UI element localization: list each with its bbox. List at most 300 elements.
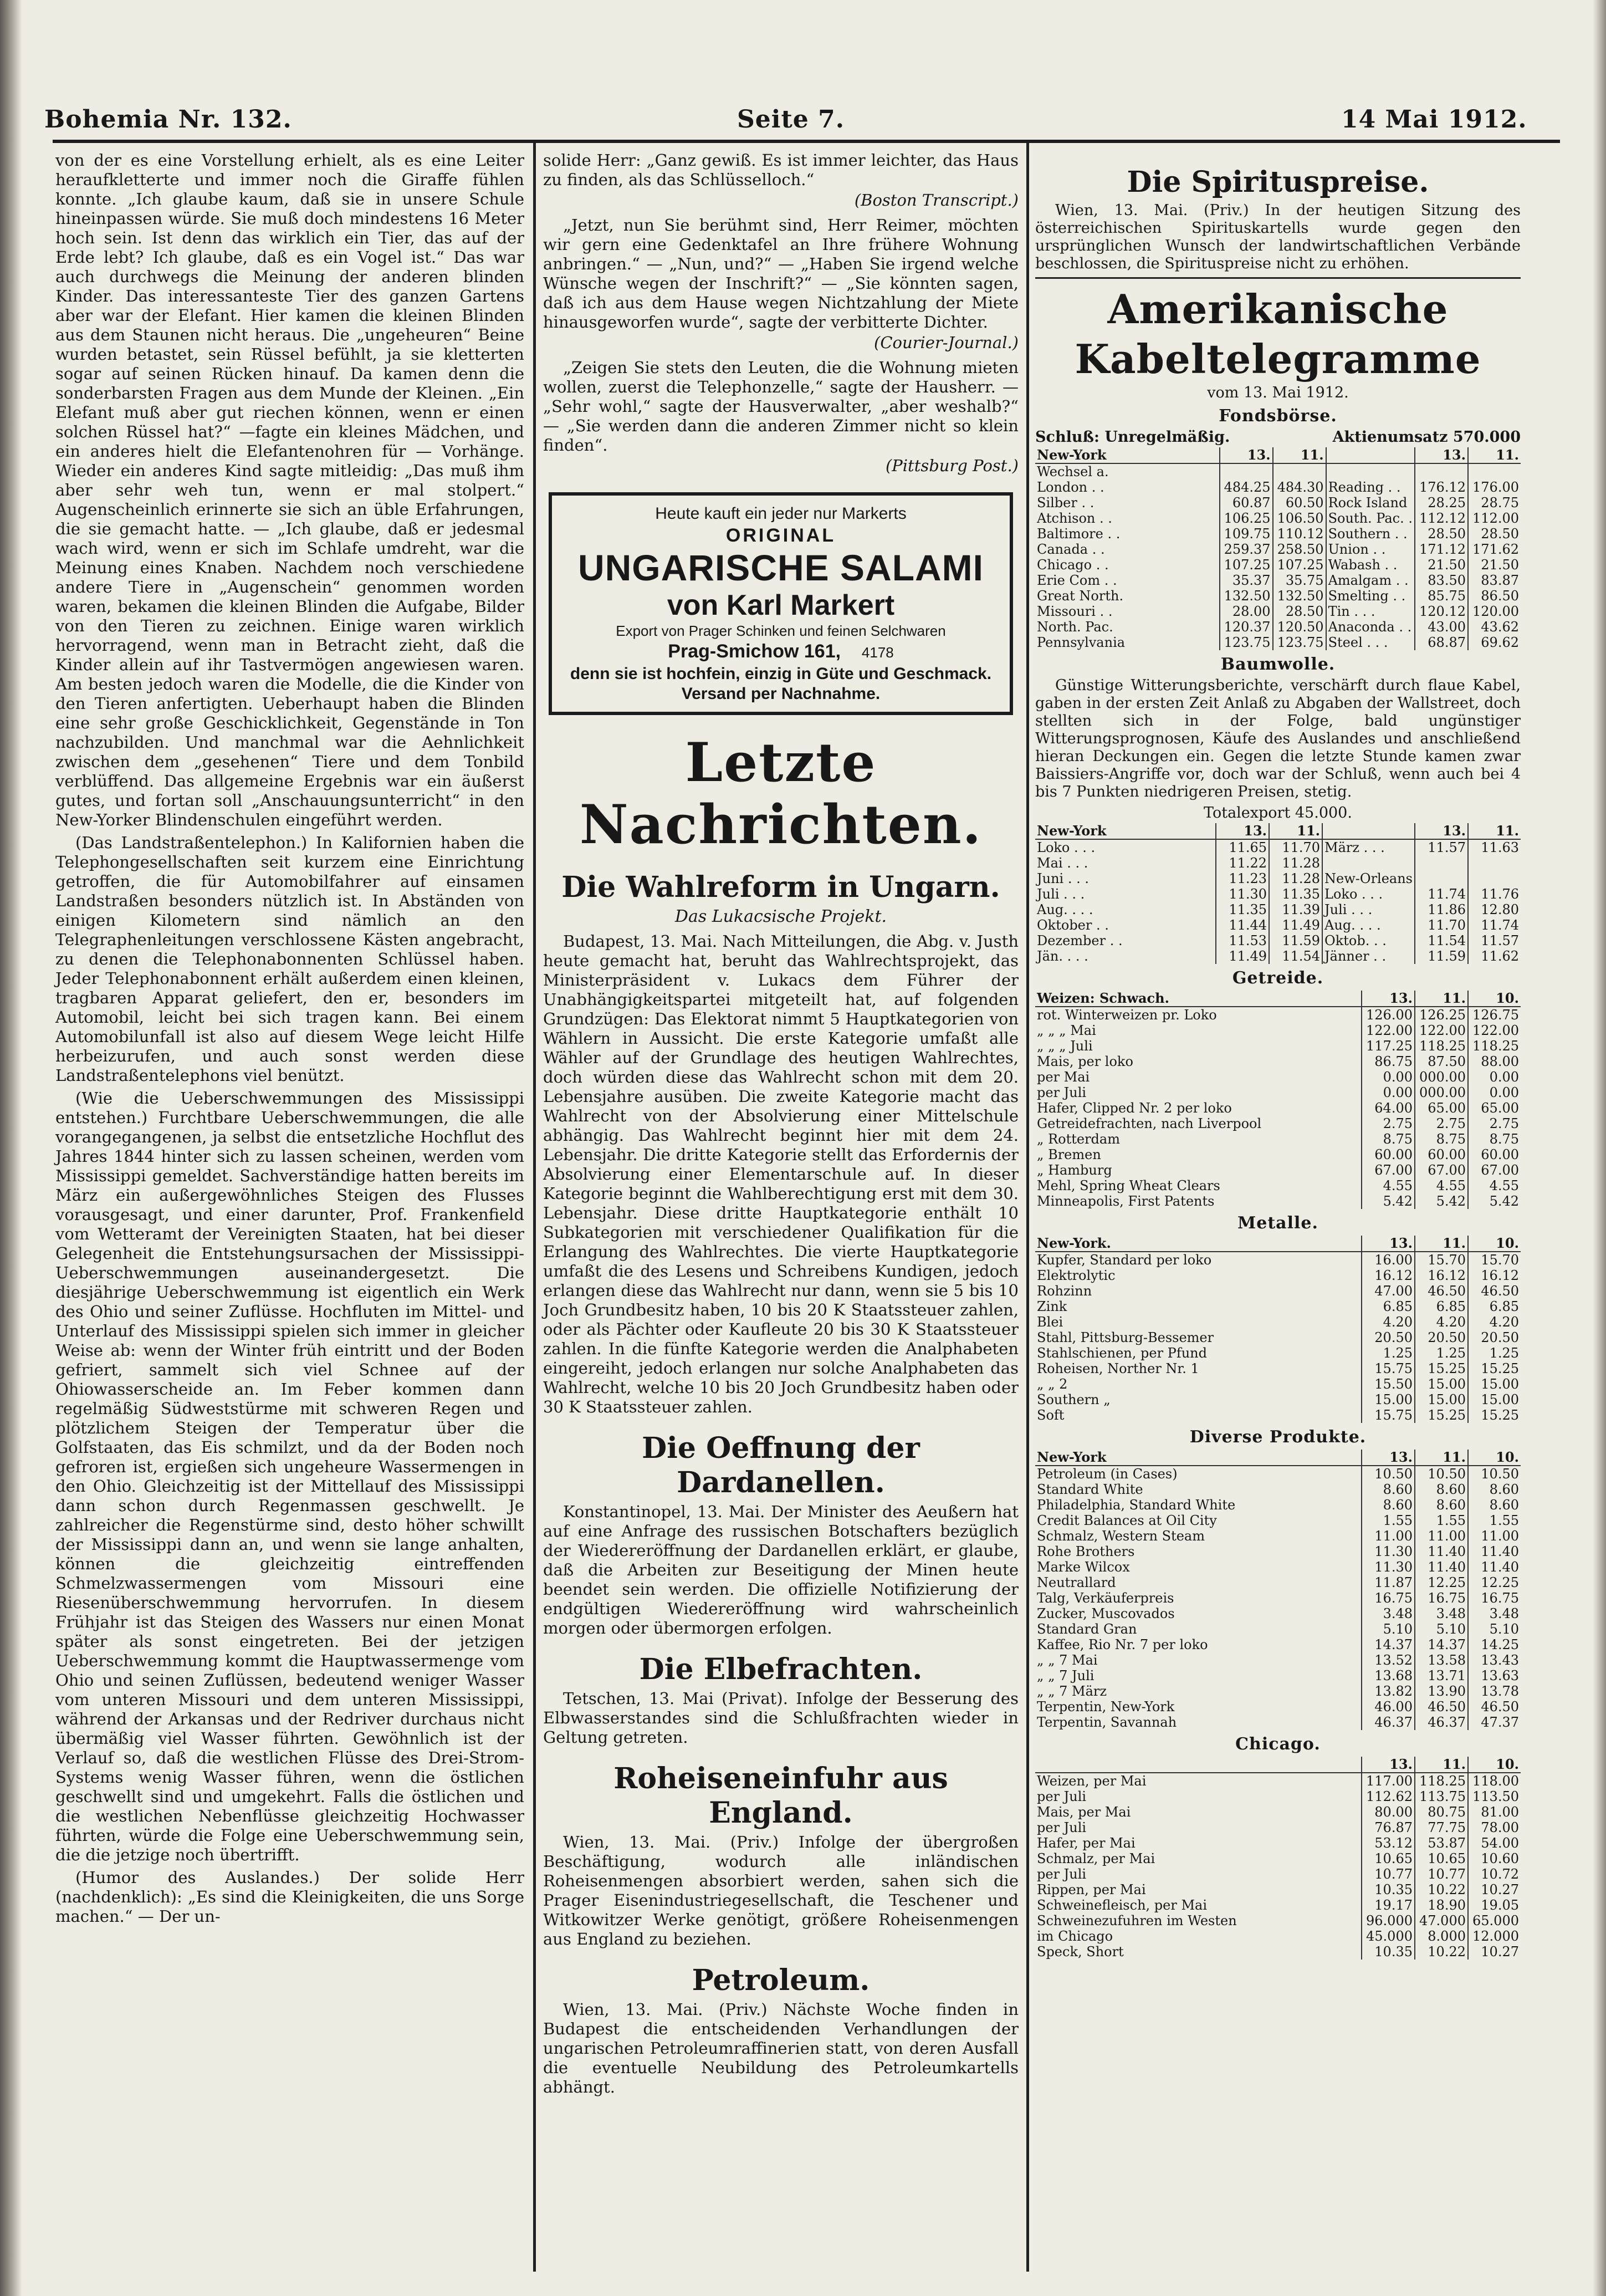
table-cell: Credit Balances at Oil City xyxy=(1035,1513,1362,1528)
table-cell: 11.49 xyxy=(1216,948,1269,964)
table-cell: Atchison . . xyxy=(1035,511,1220,526)
table-cell: 106.25 xyxy=(1220,511,1273,526)
table-cell: 20.50 xyxy=(1362,1330,1415,1345)
table-cell: 11.28 xyxy=(1269,871,1322,886)
metals-table xyxy=(1035,1236,1521,1423)
table-row xyxy=(1035,495,1521,511)
table-row xyxy=(1035,1606,1521,1621)
table-cell: Rohe Brothers xyxy=(1035,1544,1362,1559)
table-cell: 21.50 xyxy=(1481,557,1519,573)
table-row xyxy=(1035,1407,1521,1423)
table-cell: 10.27 xyxy=(1481,1944,1519,1960)
table-cell: 11.00 xyxy=(1481,1528,1519,1544)
table-cell: 000.00 xyxy=(1415,1085,1468,1100)
table-cell: 11. xyxy=(1468,823,1521,839)
table-cell: South. Pac. . xyxy=(1326,511,1415,526)
table-cell: 11.53 xyxy=(1216,933,1269,948)
table-cell: 45.000 xyxy=(1362,1928,1415,1944)
table-header-row xyxy=(1035,991,1521,1007)
table-row xyxy=(1035,948,1521,964)
table-cell: 80.00 xyxy=(1362,1804,1415,1820)
table-cell: 132.50 xyxy=(1220,588,1273,604)
table-header-row xyxy=(1035,1236,1521,1252)
table-cell: Schweinefleisch, per Mai xyxy=(1035,1897,1362,1913)
ad-number: 4178 xyxy=(861,644,894,661)
column-left xyxy=(55,151,524,1930)
table-cell: 15.25 xyxy=(1415,1407,1468,1423)
table-cell xyxy=(1468,463,1521,479)
table-cell: 11.28 xyxy=(1269,855,1322,871)
table-cell: 11.74 xyxy=(1415,886,1468,902)
table-cell: 12.80 xyxy=(1481,902,1519,917)
table-cell: 484.30 xyxy=(1273,479,1326,495)
table-row xyxy=(1035,1528,1521,1544)
table-cell: Getreidefrachten, nach Liverpool xyxy=(1035,1116,1362,1131)
table-cell: „ Bremen xyxy=(1035,1147,1362,1162)
table-cell: Marke Wilcox xyxy=(1035,1559,1362,1575)
table-cell: 11.30 xyxy=(1216,886,1269,902)
table-cell: 8.60 xyxy=(1489,1497,1519,1513)
table-cell: 21.50 xyxy=(1415,557,1468,573)
table-cell: New-York xyxy=(1035,1450,1362,1466)
table-cell: Petroleum (in Cases) xyxy=(1035,1466,1362,1482)
table-cell: im Chicago xyxy=(1035,1928,1362,1944)
table-cell: Rippen, per Mai xyxy=(1035,1882,1362,1897)
table-cell: 484.25 xyxy=(1220,479,1273,495)
ad-line: von Karl Markert xyxy=(667,589,895,621)
table-cell: 65.00 xyxy=(1481,1100,1519,1116)
table-cell: 6.85 xyxy=(1362,1299,1415,1314)
table-cell: 11.00 xyxy=(1415,1528,1468,1544)
table-cell: 13.78 xyxy=(1481,1683,1519,1699)
table-cell: 46.50 xyxy=(1415,1283,1468,1299)
table-cell xyxy=(1326,447,1415,463)
table-cell: 1.55 xyxy=(1489,1513,1519,1528)
article-title: Die Wahlreform in Ungarn. xyxy=(561,870,1000,904)
table-cell: 11. xyxy=(1415,991,1468,1007)
table-cell: 15.75 xyxy=(1362,1407,1415,1423)
table-cell: 11.63 xyxy=(1481,840,1519,855)
table-cell: 13.71 xyxy=(1415,1668,1468,1683)
ad-line: Export von Prager Schinken und feinen Selchwaren xyxy=(616,623,946,639)
table-cell: 0.00 xyxy=(1362,1085,1415,1100)
table-cell: Rohzinn xyxy=(1035,1283,1362,1299)
ad-line: denn sie ist hochfein, einzig in Güte und Geschmack. Versand per Nachnahme. xyxy=(570,665,992,703)
table-cell: Oktober . . xyxy=(1035,917,1216,933)
table-cell: 11.54 xyxy=(1415,933,1468,948)
column-middle xyxy=(543,151,1019,2100)
table-cell: Rock Island xyxy=(1326,495,1415,511)
table-cell: 123.75 xyxy=(1220,635,1273,650)
table-cell xyxy=(1415,871,1468,886)
table-row xyxy=(1035,1897,1521,1913)
table-cell: 60.00 xyxy=(1481,1147,1519,1162)
table-cell: 109.75 xyxy=(1220,526,1273,542)
table-cell: 47.37 xyxy=(1481,1715,1519,1730)
table-cell: Neutrallard xyxy=(1035,1575,1362,1590)
table-cell: 54.00 xyxy=(1481,1835,1519,1851)
table-cell: 15.25 xyxy=(1481,1407,1519,1423)
table-cell: Loko . . . xyxy=(1035,839,1216,855)
article-text: Budapest, 13. Mai. Nach Mitteilungen, die Abg. v. Justh heute gemacht hat, beruht das Wahlrechtsprojekt, das Ministerpräsident v. Lukacs dem Führer der Unabhängigkeitspartei mitgeteilt hat, auf folgenden Grundzügen: Das Elektorat nimmt 5 Hauptkategorien von Wählern in Aussicht. Die erste Kategorie umfaßt alle Wähler auf der Grundlage des heutigen Wahlrechtes, doch würden diese das Wahlrecht schon mit dem 20. Lebensjahre ausüben. Die zweite Kategorie macht das Wahlrecht von der Absolvierung einer Mittelschule abhängig. Das Wahlrecht beginnt hier mit dem 24. Lebensjahr. Die dritte Kategorie stellt das Erfordernis der Absolvierung einer Elementarschule auf. In dieser Kategorie beginnt die Wahlberechtigung erst mit dem 30. Lebensjahr. Diese dritte Hauptkategorie enthält 10 Subkategorien mit verschiedener Qualifikation für die Erlangung des Wahlrechtes. Die vierte Hauptkategorie umfaßt die des Lesens und Schreibens Kundigen, jedoch erlangen diese das Wahlrecht nur dann, wenn sie 5 bis 10 Joch Grundbesitz haben, 10 bis 20 K Staatssteuer zahlen, oder als Pächter oder Kaufleute 20 bis 30 K Staatssteuer zahlen. In die fünfte Kategorie werden die Analphabeten eingereiht, jedoch erlangen nur solche Analphabeten das Wahlrecht, welche 10 bis 20 Joch Grundbesitz haben oder 30 K Staatssteuer zahlen. xyxy=(543,932,1019,1416)
article-title: Die Spirituspreise. xyxy=(1127,165,1429,199)
table-cell: 10.35 xyxy=(1362,1944,1415,1960)
table-row xyxy=(1035,839,1521,855)
table-row xyxy=(1035,1820,1521,1835)
table-row xyxy=(1035,1789,1521,1804)
stock-table xyxy=(1035,447,1521,650)
table-cell: 69.62 xyxy=(1481,635,1519,650)
table-cell: 53.12 xyxy=(1362,1835,1415,1851)
table-row xyxy=(1035,1637,1521,1652)
table-cell: 0.00 xyxy=(1489,1085,1519,1100)
table-cell: 15.00 xyxy=(1415,1392,1468,1407)
article-title: Petroleum. xyxy=(692,1963,870,1997)
table-cell: Reading . . xyxy=(1326,479,1415,495)
table-cell: 16.12 xyxy=(1415,1268,1468,1283)
issue-date: 14 Mai 1912. xyxy=(1341,105,1527,134)
table-cell: Mais, per loko xyxy=(1035,1054,1362,1069)
table-cell: 43.62 xyxy=(1481,619,1519,635)
table-cell: 11.57 xyxy=(1481,933,1519,948)
table-cell: 11. xyxy=(1273,447,1326,463)
paper-name: Bohemia Nr. 132. xyxy=(44,105,292,134)
table-cell: 8.60 xyxy=(1415,1497,1468,1513)
table-row xyxy=(1035,1054,1521,1069)
table-cell: 5.42 xyxy=(1489,1193,1519,1209)
table-cell: Mais, per Mai xyxy=(1035,1804,1362,1820)
table-row xyxy=(1035,1299,1521,1314)
table-cell: 19.17 xyxy=(1362,1897,1415,1913)
table-row xyxy=(1035,1466,1521,1482)
table-cell: 83.50 xyxy=(1415,573,1468,588)
table-cell: 35.75 xyxy=(1273,573,1326,588)
table-cell: 60.00 xyxy=(1362,1147,1415,1162)
table-cell: 5.10 xyxy=(1489,1621,1519,1637)
article-paragraph: von der es eine Vorstellung erhielt, als es eine Leiter heraufkletterte und immer noch die Giraffe fühlen konnte. „Ich glaube kaum, daß sie in unsere Schule hineinpassen würde. Sie muß doch mindestens 16 Meter hoch sein. Ist denn das wirklich ein Tier, das auf der Erde lebt? Ich glaube, daß es ein Vogel ist.“ Das war auch durchwegs die Meinung der anderen blinden Kinder. Das interessanteste Tier des ganzen Gartens aber war der Elefant. Hier kamen die kleinen Blinden aus dem Staunen nicht heraus. Die „ungeheuren“ Beine wurden betastet, sein Rüssel befühlt, ja sie kletterten sogar auf seinen Rücken hinauf. Da kamen denn die sonderbarsten Fragen aus dem Munde der Kleinen. „Ein Elefant muß aber gut riechen können, wenn er einen solchen Rüssel hat?“ —fagte ein kleines Mädchen, und ein anderes hielt die Elefantenohren für — Vorhänge. Wieder ein anderes Kind sagte mitleidig: „Das muß ihm aber sehr weh tun, wenn er mal stolpert.“ Augenscheinlich erinnerte sie sich an üble Erfahrungen, die sie gemacht hatte. — „Ich glaube, daß er jedesmal wach wird, wenn er sich im Schlafe umdreht, war die Meinung eines Knaben. Nachdem noch verschiedene andere Tiere in „Augenschein“ genommen worden waren, bekamen die kleinen Blinden die Aufgabe, Bilder von den Tieren zu zeichnen. Einige waren wirklich hervorragend, wenn man in Betracht zieht, daß die Kinder allein auf ihr Tastvermögen angewiesen waren. Am besten jedoch waren die Modelle, die die Kinder von den Tieren anfertigten. Ueberhaupt haben die Blinden eine sehr große Geschicklichkeit, Gegenstände in Ton nachzubilden. Und manchmal war die Aehnlichkeit zwischen dem „gesehenen“ Tiere und dem Tonbild verblüffend. Das allgemeine Ergebnis war ein äußerst gutes, und fortan soll „Anschauungsunterricht“ in den New-Yorker Blindenschulen eingeführt werden. xyxy=(55,151,524,829)
table-cell: 110.12 xyxy=(1273,526,1326,542)
table-cell: Baltimore . . xyxy=(1035,526,1220,542)
table-cell: 15.70 xyxy=(1415,1252,1468,1268)
table-cell xyxy=(1468,871,1521,886)
article-text: Wien, 13. Mai. (Priv.) Infolge der übergroßen Beschäftigung, wodurch alle inländischen Roheisenmengen absorbiert werden, sahen sich die Prager Eisenindustriegesellschaft, die Teschener und Witkowitzer Werke genötigt, größere Roheisenmengen aus England zu beziehen. xyxy=(543,1833,1019,1948)
table-row xyxy=(1035,635,1521,650)
table-cell: 47.000 xyxy=(1415,1913,1468,1928)
table-cell: Mehl, Spring Wheat Clears xyxy=(1035,1178,1362,1193)
table-cell: 13.82 xyxy=(1362,1683,1415,1699)
table-cell: Kupfer, Standard per loko xyxy=(1035,1252,1362,1268)
article-text: Wien, 13. Mai. (Priv.) In der heutigen Sitzung des österreichischen Spirituskartells wurde gegen den ursprünglichen Wunsch der landwirtschaftlichen Verbände beschlossen, die Spirituspreise nicht zu erhöhen. xyxy=(1035,202,1521,272)
table-cell xyxy=(1468,855,1521,871)
table-row xyxy=(1035,1283,1521,1299)
table-cell: 88.00 xyxy=(1481,1054,1519,1069)
page-number: Seite 7. xyxy=(737,105,845,134)
table-cell: 81.00 xyxy=(1481,1804,1519,1820)
table-row xyxy=(1035,557,1521,573)
table-cell: 107.25 xyxy=(1220,557,1273,573)
table-cell xyxy=(1415,463,1468,479)
table-cell: 10. xyxy=(1468,991,1521,1007)
table-cell: 28.00 xyxy=(1220,604,1273,619)
table-cell: 16.75 xyxy=(1481,1590,1519,1606)
table-cell: Tin . . . xyxy=(1326,604,1415,619)
products-table xyxy=(1035,1450,1521,1730)
article-title: Roheiseneinfuhr aus England. xyxy=(613,1762,948,1830)
table-cell: 8.60 xyxy=(1415,1482,1468,1497)
table-row xyxy=(1035,1699,1521,1715)
table-cell: 16.75 xyxy=(1415,1590,1468,1606)
table-cell: Jänner . . xyxy=(1322,948,1415,964)
table-row xyxy=(1035,479,1521,495)
table-row xyxy=(1035,1482,1521,1497)
table-cell: 28.50 xyxy=(1481,526,1519,542)
table-cell: 15.00 xyxy=(1362,1392,1415,1407)
humor-source: (Boston Transcript.) xyxy=(854,191,1019,210)
table-cell: 16.12 xyxy=(1362,1268,1415,1283)
table-cell: 96.000 xyxy=(1362,1913,1415,1928)
table-cell: Hafer, Clipped Nr. 2 per loko xyxy=(1035,1100,1362,1116)
table-cell: 10.60 xyxy=(1481,1851,1519,1866)
table-cell: 122.00 xyxy=(1472,1023,1519,1038)
table-cell: 67.00 xyxy=(1415,1162,1468,1178)
table-cell: Roheisen, Norther Nr. 1 xyxy=(1035,1361,1362,1376)
section-title: Getreide. xyxy=(1232,968,1324,988)
table-cell: 11.59 xyxy=(1415,948,1468,964)
table-cell: 15.75 xyxy=(1362,1361,1415,1376)
table-cell: 78.00 xyxy=(1481,1820,1519,1835)
table-cell: 15.00 xyxy=(1481,1392,1519,1407)
table-cell xyxy=(1220,463,1273,479)
table-cell: 118.25 xyxy=(1415,1773,1468,1789)
table-row xyxy=(1035,1835,1521,1851)
table-cell: 11.30 xyxy=(1362,1559,1415,1575)
table-cell: 1.55 xyxy=(1415,1513,1468,1528)
table-cell: 8.75 xyxy=(1362,1131,1415,1147)
table-cell: 126.00 xyxy=(1362,1007,1415,1023)
table-cell xyxy=(1273,463,1326,479)
table-cell: 4.55 xyxy=(1489,1178,1519,1193)
table-header-row xyxy=(1035,1450,1521,1466)
article-text: Konstantinopel, 13. Mai. Der Minister des Aeußern hat auf eine Anfrage des russischen Botschafters bezüglich der Wiedereröffnung der Dardanellen erklärt, er glaube, daß die Arbeiten zur Beseitigung der Minen heute beendet sein werden. Die offizielle Notifizierung der endgültigen Wiedereröffnung wird wahrscheinlich morgen oder übermorgen erfolgen. xyxy=(543,1502,1019,1637)
table-cell: 15.25 xyxy=(1415,1361,1468,1376)
table-cell: 19.05 xyxy=(1481,1897,1519,1913)
table-cell: 11.62 xyxy=(1481,948,1519,964)
table-cell: 11.40 xyxy=(1415,1544,1468,1559)
table-row xyxy=(1035,511,1521,526)
table-cell: 76.87 xyxy=(1362,1820,1415,1835)
table-cell: Zucker, Muscovados xyxy=(1035,1606,1362,1621)
table-cell: 10.22 xyxy=(1415,1882,1468,1897)
table-cell: 113.75 xyxy=(1415,1789,1468,1804)
table-cell: 11. xyxy=(1415,1236,1468,1252)
table-cell: 118.25 xyxy=(1415,1038,1468,1054)
table-cell: 5.10 xyxy=(1362,1621,1415,1637)
table-cell xyxy=(1322,855,1415,871)
table-row xyxy=(1035,1544,1521,1559)
table-cell: 10.50 xyxy=(1415,1466,1468,1482)
ad-address: Prag-Smichow 161, xyxy=(668,641,841,662)
table-cell: 126.25 xyxy=(1415,1007,1468,1023)
table-cell: Elektrolytic xyxy=(1035,1268,1362,1283)
table-row xyxy=(1035,1162,1521,1178)
table-cell: 10.72 xyxy=(1481,1866,1519,1882)
table-cell: Zink xyxy=(1035,1299,1362,1314)
table-cell: Jän. . . . xyxy=(1035,948,1216,964)
table-cell: Mai . . . xyxy=(1035,855,1216,871)
table-header-row xyxy=(1035,1757,1521,1773)
table-cell: 10.22 xyxy=(1415,1944,1468,1960)
table-cell: 11.57 xyxy=(1415,839,1468,855)
table-cell: 11.65 xyxy=(1216,839,1269,855)
humor-text: „Zeigen Sie stets den Leuten, die die Wohnung mieten wollen, zuerst die Telephonzelle,“ sagte der Hausherr. — „Sehr wohl,“ sagte der Hausverwalter, „aber weshalb?“ — „Sie werden dann die anderen Zimmer nicht so klein finden“. xyxy=(543,358,1019,455)
table-cell: 8.60 xyxy=(1362,1497,1415,1513)
table-cell: Juli . . . xyxy=(1322,902,1415,917)
table-cell: 258.50 xyxy=(1273,542,1326,557)
table-cell: 3.48 xyxy=(1362,1606,1415,1621)
table-cell: 10.77 xyxy=(1362,1866,1415,1882)
table-cell: 4.20 xyxy=(1362,1314,1415,1330)
table-cell: 60.00 xyxy=(1415,1147,1468,1162)
table-cell: Schweinezufuhren im Westen xyxy=(1035,1913,1362,1928)
table-cell: 11.44 xyxy=(1216,917,1269,933)
table-row xyxy=(1035,1178,1521,1193)
table-row xyxy=(1035,1023,1521,1038)
article-text: Günstige Witterungsberichte, verschärft durch flaue Kabel, gaben in der ersten Zeit Anlaß zu Abgaben der Wallstreet, doch stellten sich in der Folge, bald ungünstiger Witterungsprognosen, Käufe des Auslandes und anschließend hieran Deckungen ein. Gegen die letzte Stunde kamen zwar Baissiers-Angriffe vor, doch war der Schluß, wenn auch bei 4 bis 7 Punkten niedrigeren Preisen, stetig. xyxy=(1035,677,1521,800)
table-cell: North. Pac. xyxy=(1035,619,1220,635)
table-cell: Juni . . . xyxy=(1035,871,1216,886)
table-cell: Aug. . . . xyxy=(1322,917,1415,933)
scan-shadow-right xyxy=(1593,0,1606,2296)
table-cell: Schmalz, Western Steam xyxy=(1035,1528,1362,1544)
table-cell: „ „ 7 März xyxy=(1035,1683,1362,1699)
table-cell: 11.54 xyxy=(1269,948,1322,964)
table-cell: „ „ 7 Juli xyxy=(1035,1668,1362,1683)
cotton-table xyxy=(1035,823,1521,964)
table-cell: 118.25 xyxy=(1472,1038,1519,1054)
table-row xyxy=(1035,1069,1521,1085)
table-cell: 12.25 xyxy=(1481,1575,1519,1590)
table-cell: 28.50 xyxy=(1273,604,1326,619)
table-row xyxy=(1035,855,1521,871)
table-cell: 85.75 xyxy=(1415,588,1468,604)
table-cell: 13.43 xyxy=(1481,1652,1519,1668)
ad-line: ORIGINAL xyxy=(725,525,836,546)
table-cell: 18.90 xyxy=(1415,1897,1468,1913)
table-row xyxy=(1035,1559,1521,1575)
table-cell: 6.85 xyxy=(1415,1299,1468,1314)
table-cell: 11.23 xyxy=(1216,871,1269,886)
table-cell: 259.37 xyxy=(1220,542,1273,557)
table-cell: 10. xyxy=(1468,1450,1521,1466)
table-cell: 4.55 xyxy=(1362,1178,1415,1193)
table-row xyxy=(1035,1038,1521,1054)
table-row xyxy=(1035,1882,1521,1897)
table-row xyxy=(1035,1590,1521,1606)
table-cell: 15.70 xyxy=(1481,1252,1519,1268)
table-cell: 11.70 xyxy=(1415,917,1468,933)
table-cell: 65.000 xyxy=(1472,1913,1519,1928)
table-header-row xyxy=(1035,823,1521,839)
table-cell: 20.50 xyxy=(1481,1330,1519,1345)
table-cell: 15.50 xyxy=(1362,1376,1415,1392)
table-cell: Soft xyxy=(1035,1407,1362,1423)
table-cell: Dezember . . xyxy=(1035,933,1216,948)
table-cell: 112.12 xyxy=(1415,511,1468,526)
table-cell: Stahlschienen, per Pfund xyxy=(1035,1345,1362,1361)
table-cell: 8.75 xyxy=(1489,1131,1519,1147)
table-cell: 11.76 xyxy=(1481,886,1519,902)
table-cell: per Juli xyxy=(1035,1085,1362,1100)
table-cell: 46.00 xyxy=(1362,1699,1415,1715)
table-row xyxy=(1035,1085,1521,1100)
table-cell: Southern „ xyxy=(1035,1392,1362,1407)
table-cell: „ „ 7 Mai xyxy=(1035,1652,1362,1668)
table-cell: Terpentin, Savannah xyxy=(1035,1715,1362,1730)
table-row xyxy=(1035,886,1521,902)
table-cell: 46.37 xyxy=(1362,1715,1415,1730)
table-cell: 10. xyxy=(1468,1757,1521,1773)
table-cell: 13.90 xyxy=(1415,1683,1468,1699)
table-cell: 8.75 xyxy=(1415,1131,1468,1147)
table-row xyxy=(1035,1851,1521,1866)
table-cell: März . . . xyxy=(1322,839,1415,855)
article-text: Tetschen, 13. Mai (Privat). Infolge der Besserung des Elbwasserstandes sind die Schlußfrachten wieder in Geltung getreten. xyxy=(543,1689,1019,1747)
table-cell: 11.00 xyxy=(1362,1528,1415,1544)
table-cell: 2.75 xyxy=(1362,1116,1415,1131)
humor-source: (Pittsburg Post.) xyxy=(885,456,1019,475)
table-cell: rot. Winterweizen pr. Loko xyxy=(1035,1007,1362,1023)
table-cell: 13. xyxy=(1362,1757,1415,1773)
table-cell: 118.00 xyxy=(1472,1773,1519,1789)
table-cell: Terpentin, New-York xyxy=(1035,1699,1362,1715)
column-right xyxy=(1035,151,1521,1962)
table-cell: 83.87 xyxy=(1481,573,1519,588)
table-cell: 43.00 xyxy=(1415,619,1468,635)
table-cell: 11. xyxy=(1415,1757,1468,1773)
table-row xyxy=(1035,1252,1521,1268)
table-cell: 3.48 xyxy=(1415,1606,1468,1621)
table-cell: 4.20 xyxy=(1489,1314,1519,1330)
table-cell: 1.25 xyxy=(1362,1345,1415,1361)
table-row xyxy=(1035,1330,1521,1345)
table-cell: 171.62 xyxy=(1472,542,1519,557)
column-rule-2 xyxy=(1026,143,1029,2272)
table-cell: 176.12 xyxy=(1415,479,1468,495)
table-row xyxy=(1035,463,1521,479)
table-cell: 13.58 xyxy=(1415,1652,1468,1668)
table-cell: New-York xyxy=(1035,447,1220,463)
table-row xyxy=(1035,619,1521,635)
table-cell: 0.00 xyxy=(1362,1069,1415,1085)
table-cell: 11.40 xyxy=(1481,1544,1519,1559)
article-paragraph: (Humor des Auslandes.) Der solide Herr (nachdenklich): „Es sind die Kleinigkeiten, die uns Sorge machen.“ — Der un- xyxy=(55,1868,524,1926)
table-cell: Smelting . . xyxy=(1326,588,1415,604)
table-cell: 112.62 xyxy=(1362,1789,1415,1804)
table-cell: 13.63 xyxy=(1481,1668,1519,1683)
table-cell: 68.87 xyxy=(1415,635,1468,650)
chicago-table xyxy=(1035,1757,1521,1960)
table-cell: 0.00 xyxy=(1489,1069,1519,1085)
table-cell: 14.25 xyxy=(1481,1637,1519,1652)
table-cell: 46.50 xyxy=(1415,1699,1468,1715)
article-title: Die Elbefrachten. xyxy=(639,1652,923,1686)
table-cell: 13. xyxy=(1362,1236,1415,1252)
table-cell: Standard Gran xyxy=(1035,1621,1362,1637)
table-cell: 12.000 xyxy=(1472,1928,1519,1944)
table-row xyxy=(1035,1575,1521,1590)
article-subtitle: Das Lukacsische Projekt. xyxy=(674,907,887,926)
table-cell: 13.68 xyxy=(1362,1668,1415,1683)
